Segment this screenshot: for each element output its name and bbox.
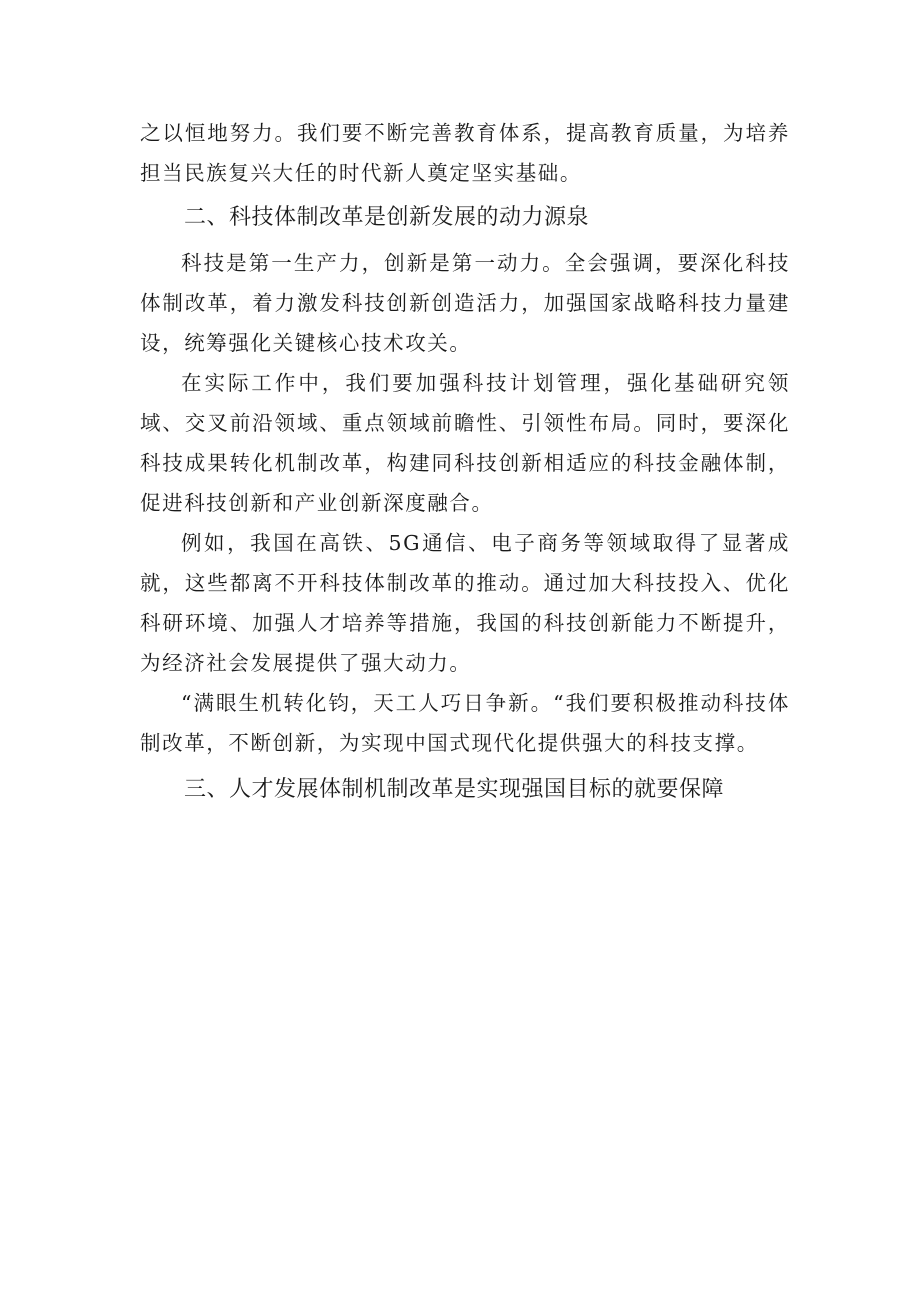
paragraph-practical-work: 在实际工作中，我们要加强科技计划管理，强化基础研究领域、交叉前沿领域、重点领域前瞻性、引领性布局。同时，要深化科技成果转化机制改革，构建同科技创新相适应的科技金融体制，促进科技创新和产业创新深度融合。 [140,371,790,515]
section-heading-3: 三、人才发展体制机制改革是实现强国目标的就要保障 [184,777,725,802]
document-body [140,113,790,815]
paragraph-example: 例如，我国在高铁、5G通信、电子商务等领域取得了显著成就，这些都离不开科技体制改革的推动。通过加大科技投入、优化科研环境、加强人才培养等措施，我国的科技创新能力不断提升，为经济社会发展提供了强大动力。 [140,531,790,675]
paragraph-quote: “满眼生机转化钧，天工人巧日争新。“我们要积极推动科技体制改革，不断创新，为实现中国式现代化提供强大的科技支撑。 [140,691,790,755]
paragraph-tech-productivity: 科技是第一生产力，创新是第一动力。全会强调，要深化科技体制改革，着力激发科技创新创造活力，加强国家战略科技力量建设，统筹强化关键核心技术攻关。 [140,251,790,355]
paragraph-continued: 之以恒地努力。我们要不断完善教育体系，提高教育质量，为培养担当民族复兴大任的时代新人奠定坚实基础。 [140,121,790,185]
section-heading-2: 二、科技体制改革是创新发展的动力源泉 [184,205,590,230]
